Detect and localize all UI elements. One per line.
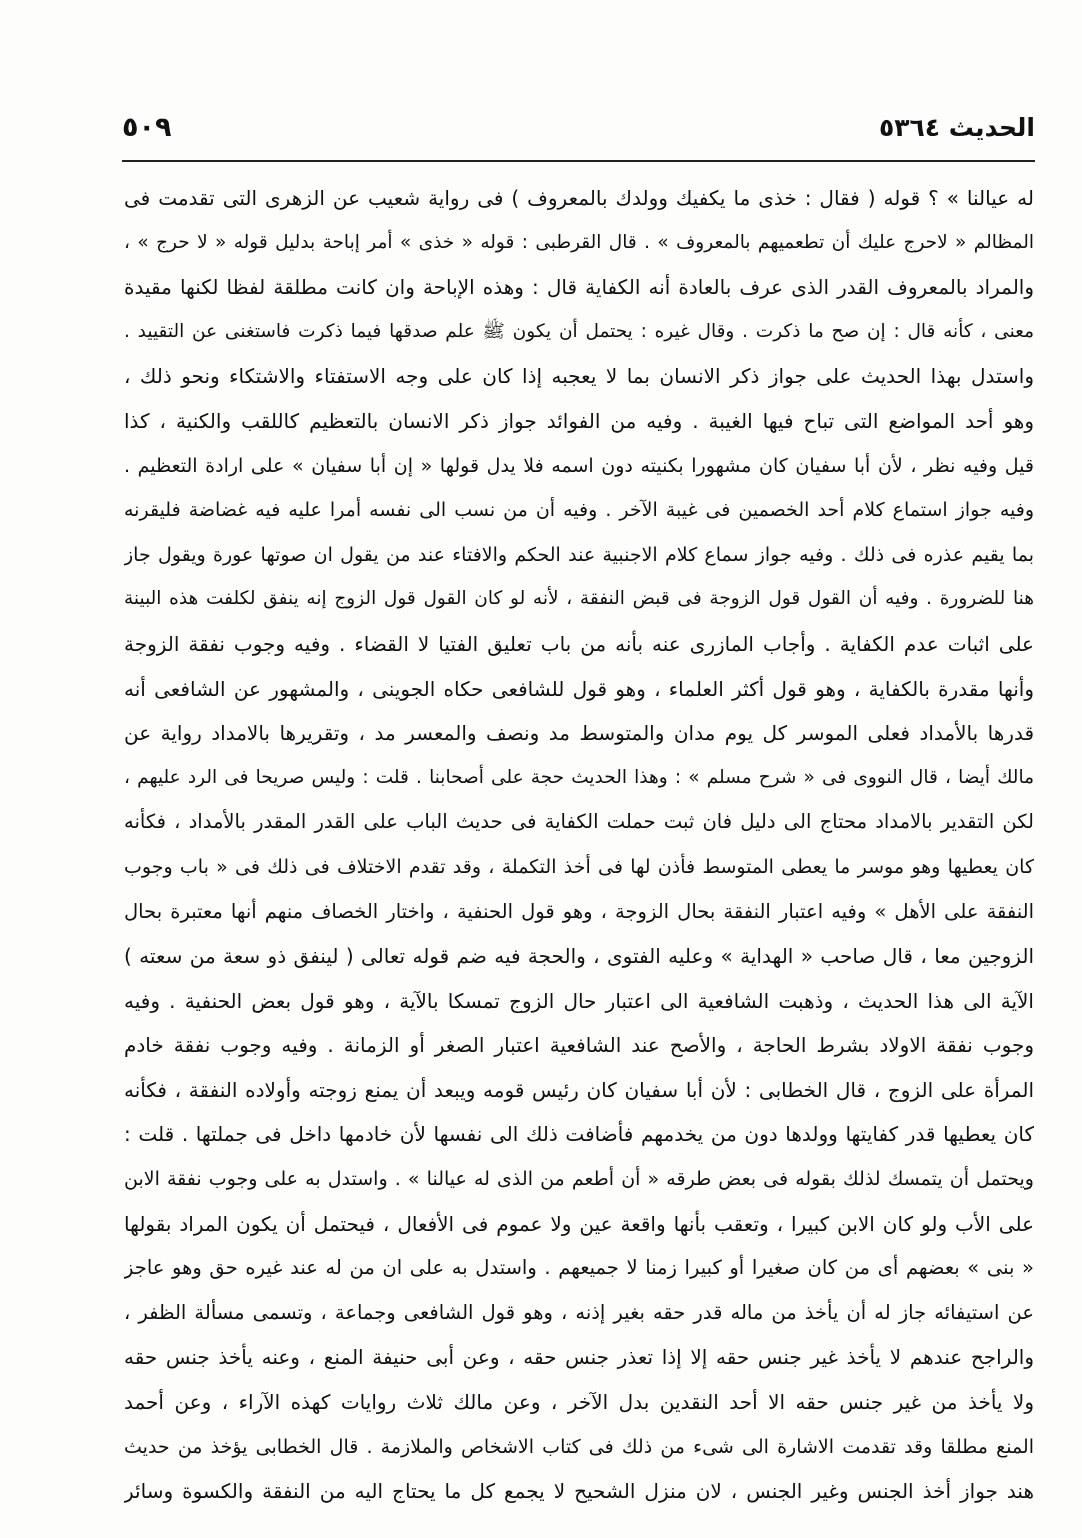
text-line: المظالم « لاحرج عليك أن تطعميهم بالمعروف » . قال القرطبى : قوله « خذى » أمر إباحة بدليل قوله « لا حرج » ، — [124, 231, 1034, 253]
page-header — [122, 104, 1035, 150]
text-line: على اثبات عدم الكفاية . وأجاب المازرى عنه بأنه من باب تعليق الفتيا لا القضاء . وفيه وجوب نفقة الزوجة — [124, 631, 1034, 656]
text-line: هند جواز أخذ الجنس وغير الجنس ، لان منزل الشحيح لا يجمع كل ما يحتاج اليه من النفقة والكسوة وسائر — [124, 1479, 1034, 1504]
text-line: على الأب ولو كان الابن كبيرا ، وتعقب بأنها واقعة عين ولا عموم فى الأفعال ، فيحتمل أن يكون المراد بقولها — [124, 1211, 1034, 1236]
text-line: والراجح عندهم لا يأخذ غير جنس حقه إلا إذا تعذر جنس حقه ، وعن أبى حنيفة المنع ، وعنه يأخذ جنس حقه — [124, 1345, 1034, 1370]
text-line: وهو أحد المواضع التى تباح فيها الغيبة . وفيه من الفوائد جواز ذكر الانسان بالتعظيم كاللقب والكنية ، كذا — [124, 408, 1034, 433]
text-line: مالك أيضا ، قال النووى فى « شرح مسلم » : وهذا الحديث حجة على أصحابنا . قلت : وليس صريحا فى الرد عليهم ، — [124, 766, 1034, 788]
text-line: قيل وفيه نظر ، لأن أبا سفيان كان مشهورا بكنيته دون اسمه فلا يدل قولها « إن أبا سفيان » على ارادة التعظيم . — [124, 454, 1034, 477]
text-line: المنع مطلقا وقد تقدمت الاشارة الى شىء من ذلك فى كتاب الاشخاص والملازمة . قال الخطابى يؤخذ من حديث — [124, 1435, 1034, 1458]
text-line: النفقة على الأهل » وفيه اعتبار النفقة بحال الزوجة ، وهو قول الحنفية ، واختار الخصاف منهم أنها معتبرة بحال — [124, 899, 1034, 923]
page-number: ٥٠٩ — [122, 112, 172, 143]
text-line: وجوب نفقة الاولاد بشرط الحاجة ، والأصح عند الشافعية اعتبار الصغر أو الزمانة . وفيه وجوب نفقة خادم — [124, 1033, 1034, 1058]
text-line: لكن التقدير بالامداد محتاج الى دليل فان ثبت حملت الكفاية فى حديث الباب على القدر المقدر بالأمداد ، فكأنه — [124, 810, 1034, 834]
text-line: وفيه جواز استماع كلام أحد الخصمين فى غيبة الآخر . وفيه أن من نسب الى نفسه أمرا عليه فيه غضاضة فليقرنه — [124, 499, 1034, 522]
text-line: المرأة على الزوج ، قال الخطابى : لأن أبا سفيان كان رئيس قومه ويبعد أن يمنع زوجته وأولاده النفقة ، فكأنه — [124, 1077, 1034, 1102]
text-line: معنى ، كأنه قال : إن صح ما ذكرت . وقال غيره : يحتمل أن يكون ﷺ علم صدقها فيما ذكرت فاستغنى عن التقييد . — [124, 320, 1034, 342]
text-line: والمراد بالمعروف القدر الذى عرف بالعادة أنه الكفاية قال : وهذه الإباحة وان كانت مطلقة لفظا لكنها مقيدة — [124, 275, 1034, 300]
text-line: كان يعطيها وهو موسر ما يعطى المتوسط فأذن لها فى أخذ التكملة ، وقد تقدم الاختلاف فى ذلك فى « باب وجوب — [124, 855, 1034, 878]
text-line: الزوجين معا ، قال صاحب « الهداية » وعليه الفتوى ، والحجة فيه ضم قوله تعالى ( لينفق ذو سعة من سعته ) — [124, 944, 1034, 969]
running-title: الحديث ٥٣٦٤ — [878, 113, 1035, 142]
text-line: « بنى » بعضهم أى من كان صغيرا أو كبيرا زمنا لا جميعهم . واستدل به على ان من له عند غيره حق وهو عاجز — [124, 1256, 1034, 1280]
body-text — [124, 176, 1034, 1514]
text-line: عن استيفائه جاز له أن يأخذ من ماله قدر حقه بغير إذنه ، وهو قول الشافعى وجماعة ، وتسمى مسألة الظفر ، — [124, 1300, 1034, 1324]
text-line: بما يقيم عذره فى ذلك . وفيه جواز سماع كلام الاجنبية عند الحكم والافتاء عند من يقول ان صوتها عورة ويقول جاز — [124, 543, 1034, 566]
text-line: ولا يأخذ من غير جنس حقه الا أحد النقدين بدل الآخر ، وعن مالك ثلاث روايات كهذه الآراء ، وعن أحمد — [124, 1390, 1034, 1415]
text-line: ويحتمل أن يتمسك لذلك بقوله فى بعض طرقه « أن أطعم من الذى له عيالنا » . واستدل به على وجوب نفقة الابن — [124, 1168, 1034, 1191]
text-line: واستدل بهذا الحديث على جواز ذكر الانسان بما لا يعجبه إذا كان على وجه الاستفتاء والاشتكاء ونحو ذلك ، — [124, 364, 1034, 389]
text-line: كان يعطيها قدر كفايتها وولدها دون من يخدمهم فأضافت ذلك الى نفسها لأن خادمها داخل فى جملتها . قلت : — [124, 1122, 1034, 1147]
text-line: الآية الى هذا الحديث ، وذهبت الشافعية الى اعتبار حال الزوج تمسكا بالآية ، وهو قول بعض الحنفية . وفيه — [124, 988, 1034, 1013]
header-divider — [122, 160, 1035, 162]
text-line: وأنها مقدرة بالكفاية ، وهو قول أكثر العلماء ، وهو قول للشافعى حكاه الجوينى ، والمشهور عن الشافعى أنه — [124, 676, 1034, 701]
text-line: له عيالنا » ؟ قوله ( فقال : خذى ما يكفيك وولدك بالمعروف ) فى رواية شعيب عن الزهرى التى تقدمت فى — [124, 186, 1034, 210]
text-line: هنا للضرورة . وفيه أن القول قول الزوجة فى قبض النفقة ، لأنه لو كان القول قول الزوج إنه ينفق لكلفت هذه البينة — [124, 588, 1034, 610]
text-line: قدرها بالأمداد فعلى الموسر كل يوم مدان والمتوسط مد ونصف والمعسر مد ، وتقريرها بالامداد رواية عن — [124, 721, 1034, 746]
